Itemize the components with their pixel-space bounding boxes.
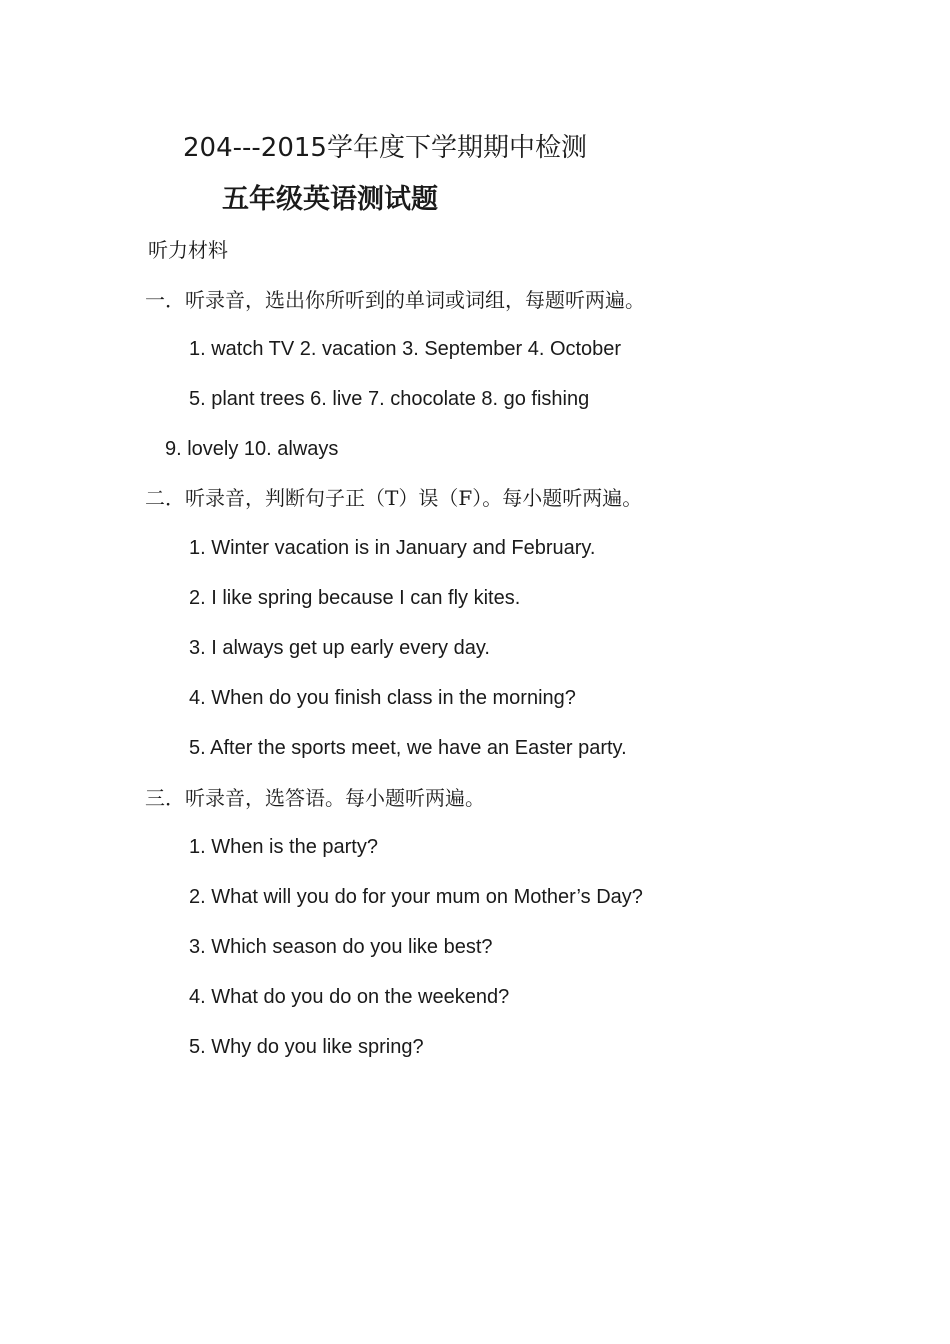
section2-heading: 二．听录音，判断句子正（T）误（F）。每小题听两遍。 — [145, 486, 643, 510]
section2-line: 3. I always get up early every day. — [189, 637, 490, 659]
section3-line: 5. Why do you like spring? — [189, 1036, 424, 1058]
section3-line: 2. What will you do for your mum on Mother’s Day? — [189, 886, 643, 908]
section3-heading: 三．听录音，选答语。每小题听两遍。 — [145, 786, 485, 810]
document-title: 204---2015学年度下学期期中检测 — [183, 133, 587, 163]
section-label: 听力材料 — [148, 238, 228, 262]
section3-line: 3. Which season do you like best? — [189, 936, 493, 958]
section3-line: 1. When is the party? — [189, 836, 378, 858]
section1-heading: 一．听录音，选出你所听到的单词或词组，每题听两遍。 — [145, 288, 645, 312]
document-subtitle: 五年级英语测试题 — [222, 184, 438, 215]
section2-line: 1. Winter vacation is in January and February. — [189, 537, 596, 559]
section2-line: 2. I like spring because I can fly kites. — [189, 587, 521, 609]
section1-line: 1. watch TV 2. vacation 3. September 4. October — [189, 338, 622, 360]
section1-line: 9. lovely 10. always — [165, 438, 339, 460]
section3-line: 4. What do you do on the weekend? — [189, 986, 510, 1008]
section1-line: 5. plant trees 6. live 7. chocolate 8. go fishing — [189, 388, 590, 410]
section2-line: 4. When do you finish class in the morning? — [189, 687, 576, 709]
section2-line: 5. After the sports meet, we have an Easter party. — [189, 737, 627, 759]
